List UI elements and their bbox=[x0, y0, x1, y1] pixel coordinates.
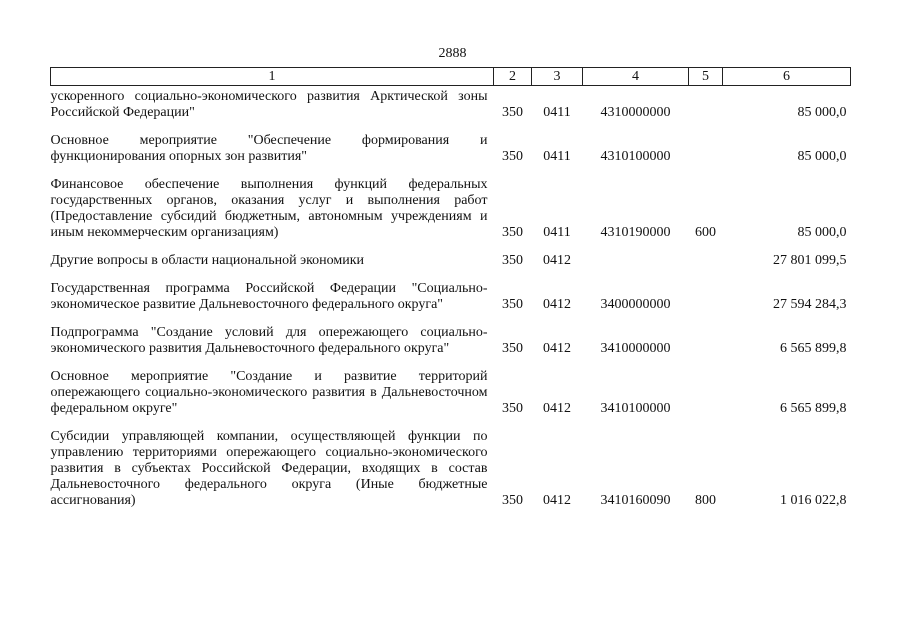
row-ministry-code: 350 bbox=[502, 105, 523, 120]
row-target-code: 3410000000 bbox=[600, 341, 671, 356]
column-header: 3 bbox=[532, 68, 583, 86]
row-target-code: 4310190000 bbox=[600, 225, 671, 240]
row-expense-type bbox=[689, 247, 723, 275]
row-target-code bbox=[583, 247, 689, 275]
row-ministry-code: 350 bbox=[502, 225, 523, 240]
row-ministry-code: 350 bbox=[502, 341, 523, 356]
row-expense-type: 600 bbox=[695, 225, 716, 240]
row-description: ускоренного социально-экономического развития Арктической зоны Российской Федерации" bbox=[50, 89, 488, 120]
row-ministry-code: 350 bbox=[502, 401, 523, 416]
column-header: 1 bbox=[51, 68, 494, 86]
row-amount: 85 000,0 bbox=[797, 149, 847, 164]
row-expense-type bbox=[689, 319, 723, 363]
row-ministry-code: 350 bbox=[502, 149, 523, 164]
budget-table bbox=[50, 67, 851, 515]
row-description: Финансовое обеспечение выполнения функций федеральных государственных органов, оказания услуг и выполнения работ (Предоставление субсидий бюджетным, автономным учреждениям и иным некоммерческим организациям) bbox=[50, 177, 488, 240]
row-description: Основное мероприятие "Создание и развитие территорий опережающего социально-экономического развития в Дальневосточном федеральном округе" bbox=[50, 369, 488, 416]
row-section-code: 0412 bbox=[543, 253, 571, 268]
row-amount: 27 594 284,3 bbox=[773, 297, 847, 312]
row-expense-type bbox=[689, 275, 723, 319]
row-ministry-code: 350 bbox=[502, 253, 523, 268]
row-description: Подпрограмма "Создание условий для опережающего социально-экономического развития Дальневосточного федерального округа" bbox=[50, 325, 488, 356]
column-header: 5 bbox=[689, 68, 723, 86]
column-header: 2 bbox=[494, 68, 532, 86]
table-row bbox=[51, 171, 851, 247]
table-row bbox=[51, 423, 851, 515]
column-header: 4 bbox=[583, 68, 689, 86]
row-target-code: 3410160090 bbox=[600, 493, 671, 508]
row-section-code: 0412 bbox=[543, 341, 571, 356]
row-description: Субсидии управляющей компании, осуществляющей функции по управлению территориями опережающего социально-экономического развития в субъектах Российской Федерации, входящих в состав Дальневосточного федерального округа (Иные бюджетные ассигнования) bbox=[50, 429, 488, 508]
row-section-code: 0412 bbox=[543, 401, 571, 416]
row-expense-type bbox=[689, 363, 723, 423]
row-expense-type: 800 bbox=[695, 493, 716, 508]
table-row bbox=[51, 275, 851, 319]
row-amount: 85 000,0 bbox=[797, 105, 847, 120]
row-expense-type bbox=[689, 86, 723, 128]
row-target-code: 3400000000 bbox=[600, 297, 671, 312]
row-expense-type bbox=[689, 127, 723, 171]
table-row bbox=[51, 319, 851, 363]
column-header: 6 bbox=[723, 68, 851, 86]
row-section-code: 0412 bbox=[543, 493, 571, 508]
row-ministry-code: 350 bbox=[502, 297, 523, 312]
row-description: Основное мероприятие "Обеспечение формирования и функционирования опорных зон развития" bbox=[50, 133, 488, 164]
row-section-code: 0411 bbox=[543, 105, 571, 120]
row-section-code: 0411 bbox=[543, 225, 571, 240]
row-amount: 6 565 899,8 bbox=[780, 341, 847, 356]
row-description: Государственная программа Российской Федерации "Социально-экономическое развитие Дальневосточного федерального округа" bbox=[50, 281, 488, 312]
row-target-code: 4310000000 bbox=[600, 105, 671, 120]
page-number: 2888 bbox=[438, 46, 467, 61]
table-header-row bbox=[51, 68, 851, 86]
row-ministry-code: 350 bbox=[502, 493, 523, 508]
table-row bbox=[51, 247, 851, 275]
row-section-code: 0411 bbox=[543, 149, 571, 164]
row-amount: 85 000,0 bbox=[797, 225, 847, 240]
table-row bbox=[51, 363, 851, 423]
row-target-code: 4310100000 bbox=[600, 149, 671, 164]
row-amount: 27 801 099,5 bbox=[773, 253, 847, 268]
row-description: Другие вопросы в области национальной экономики bbox=[50, 253, 365, 268]
row-amount: 6 565 899,8 bbox=[780, 401, 847, 416]
table-row bbox=[51, 86, 851, 128]
row-amount: 1 016 022,8 bbox=[780, 493, 847, 508]
row-section-code: 0412 bbox=[543, 297, 571, 312]
row-target-code: 3410100000 bbox=[600, 401, 671, 416]
table-row bbox=[51, 127, 851, 171]
